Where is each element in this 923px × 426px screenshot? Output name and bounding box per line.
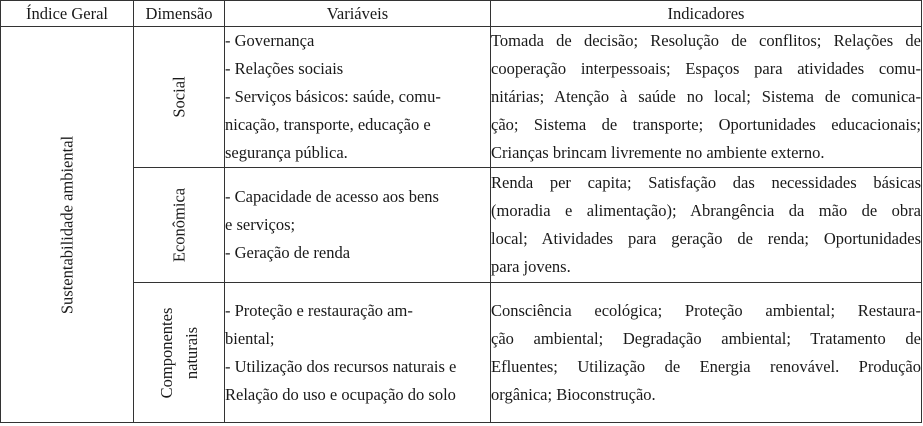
cell-line: Componentes (157, 307, 176, 398)
cell-line: - Proteção e restauração am- (225, 300, 413, 320)
indicadores-cell (491, 27, 922, 168)
dimensao-label (167, 188, 192, 262)
indicadores-cell (491, 283, 922, 423)
cell-line: orgânica; Bioconstrução. (491, 384, 656, 404)
dimensao-cell (134, 283, 225, 423)
cell-line: naturais (182, 326, 201, 379)
cell-line: - Capacidade de acesso aos bens (225, 187, 439, 206)
cell-line: Social (169, 76, 189, 118)
cell-line: Relação do uso e ocupação do solo (225, 384, 456, 404)
cell-line: Econômica (169, 187, 189, 263)
header-variaveis: Variáveis (225, 1, 491, 27)
cell-line: segurança pública. (225, 143, 348, 162)
cell-line: - Utilização dos recursos naturais e (225, 356, 457, 376)
cell-line: Crianças brincam livremente no ambiente externo. (491, 143, 825, 162)
cell-line: biental; (225, 328, 275, 348)
table-row (1, 27, 922, 168)
header-row (1, 1, 922, 27)
header-indice-geral: Índice Geral (1, 1, 134, 27)
cell-line: - Geração de renda (225, 243, 351, 262)
indice-geral-label: Sustentabilidade ambiental (57, 135, 77, 314)
cell-line: (moradia e alimentação); Abrangência da mão de obra (491, 201, 921, 220)
cell-line: ção; Sistema de transporte; Oportunidades educacionais; (491, 115, 921, 134)
cell-line: Efluentes; Utilização de Energia renovável. Produção (491, 356, 921, 376)
table-row (1, 283, 922, 423)
cell-line: Consciência ecológica; Proteção ambiental; Restaura- (491, 300, 921, 320)
dimensao-cell (134, 27, 225, 168)
variaveis-cell (225, 27, 491, 168)
table-body (1, 27, 922, 423)
cell-line: ção ambiental; Degradação ambiental; Tratamento de (491, 328, 921, 348)
cell-line: - Relações sociais (225, 59, 344, 78)
header-dimensao: Dimensão (134, 1, 225, 27)
cell-line: para jovens. (491, 257, 571, 276)
table-row (1, 168, 922, 283)
cell-line: local; Atividades para geração de renda; Oportunidades (491, 229, 921, 248)
variaveis-cell (225, 283, 491, 423)
indice-geral-cell (1, 27, 134, 423)
header-indicadores: Indicadores (491, 1, 922, 27)
indicadores-cell (491, 168, 922, 283)
dimensao-cell (134, 168, 225, 283)
cell-line: nicação, transporte, educação e (225, 115, 431, 134)
cell-line: Tomada de decisão; Resolução de conflitos; Relações de (491, 31, 921, 50)
dimensao-label (167, 76, 192, 117)
cell-line: cooperação interpessoais; Espaços para atividades comu- (491, 59, 921, 78)
cell-line: - Governança (225, 31, 315, 50)
cell-line: nitárias; Atenção à saúde no local; Sistema de comunica- (491, 87, 921, 106)
dimensao-label (154, 307, 204, 398)
cell-line: - Serviços básicos: saúde, comu- (225, 87, 441, 106)
variaveis-cell (225, 168, 491, 283)
cell-line: e serviços; (225, 215, 296, 234)
cell-line: Renda per capita; Satisfação das necessidades básicas (491, 173, 921, 192)
